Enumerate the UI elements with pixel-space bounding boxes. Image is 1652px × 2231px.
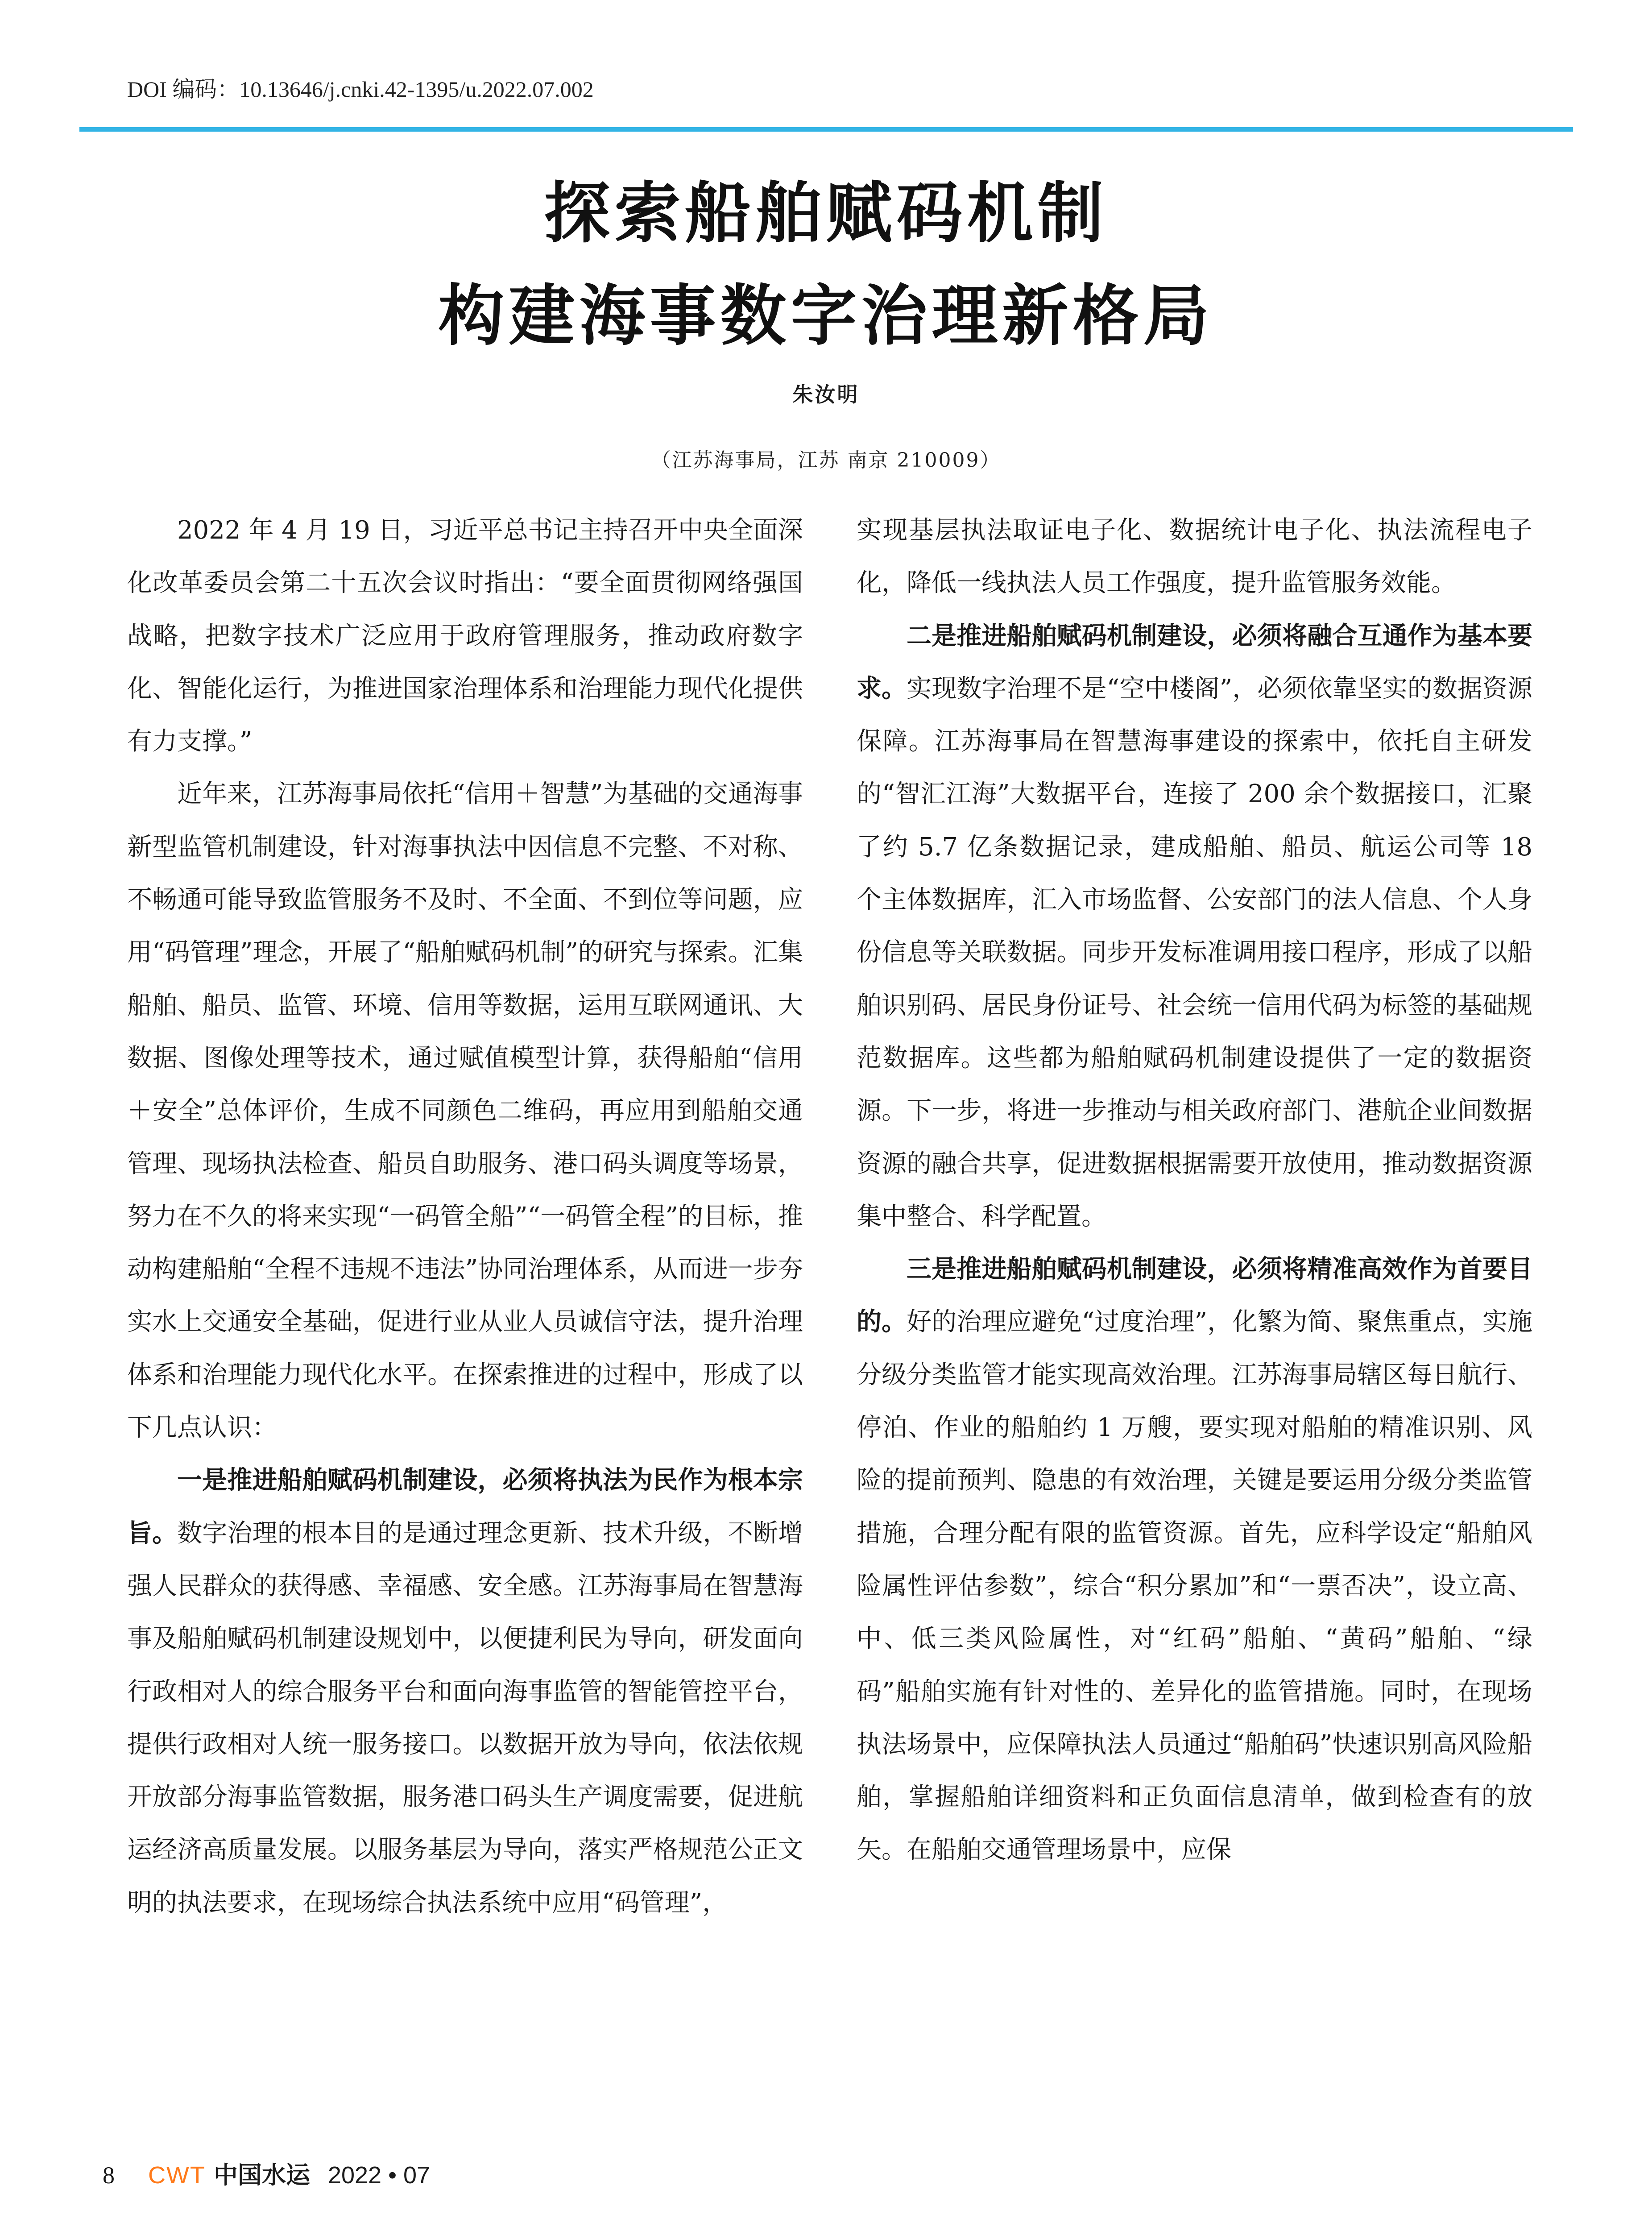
paragraph-background: 近年来，江苏海事局依托“信用＋智慧”为基础的交通海事新型监管机制建设，针对海事执法中因信息不完整、不对称、不畅通可能导致监管服务不及时、不全面、不到位等问题，应用“码管理”理念，开展了“船舶赋码机制”的研究与探索。汇集船舶、船员、监管、环境、信用等数据，运用互联网通讯、大数据、图像处理等技术，通过赋值模型计算，获得船舶“信用＋安全”总体评价，生成不同颜色二维码，再应用到船舶交通管理、现场执法检查、船员自助服务、港口码头调度等场景，努力在不久的将来实现“一码管全船”“一码管全程”的目标，推动构建船舶“全程不违规不违法”协同治理体系，从而进一步夯实水上交通安全基础，促进行业从业人员诚信守法，提升治理体系和治理能力现代化水平。在探索推进的过程中，形成了以下几点认识： [127,780,803,1443]
point-three-heading: 三是推进船舶赋码机制建设，必须将精准高效作为首要目的。 [857,1255,1532,1337]
author-affiliation: （江苏海事局，江苏 南京 210009） [651,449,1001,472]
body-column-right [857,504,1532,1877]
magazine-name: 中国水运 [213,2161,310,2189]
point-two-text: 实现数字治理不是“空中楼阁”，必须依靠坚实的数据资源保障。江苏海事局在智慧海事建设的探索中，依托自主研发的“智汇江海”大数据平台，连接了 200 余个数据接口，汇聚了约 5.7 亿条数据记录，建成船舶、船员、航运公司等 18 个主体数据库，汇入市场监督、公安部门的法人信息、个人身份信息等关联数据。同步开发标准调用接口程序，形成了以船舶识别码、居民身份证号、社会统一信用代码为标签的基础规范数据库。这些都为船舶赋码机制建设提供了一定的数据资源。下一步，将进一步推动与相关政府部门、港航企业间数据资源的融合共享，促进数据根据需要开放使用，推动数据资源集中整合、科学配置。 [857,674,1533,1231]
doi-code: DOI 编码：10.13646/j.cnki.42-1395/u.2022.07.002 [127,77,594,102]
point-three-text: 好的治理应避免“过度治理”，化繁为简、聚焦重点，实施分级分类监管才能实现高效治理。江苏海事局辖区每日航行、停泊、作业的船舶约 1 万艘，要实现对船舶的精准识别、风险的提前预判、隐患的有效治理，关键是要运用分级分类监管措施，合理分配有限的监管资源。首先，应科学设定“船舶风险属性评估参数”，综合“积分累加”和“一票否决”，设立高、中、低三类风险属性，对“红码”船舶、“黄码”船舶、“绿码”船舶实施有针对性的、差异化的监管措施。同时，在现场执法场景中，应保障执法人员通过“船舶码”快速识别高风险船舶，掌握船舶详细资料和正负面信息清单，做到检查有的放矢。在船舶交通管理场景中，应保 [857,1307,1533,1865]
brand-logo: CWT [148,2162,206,2189]
page-number: 8 [103,2162,115,2189]
body-column-left [127,504,803,1929]
paragraph-intro: 2022 年 4 月 19 日，习近平总书记主持召开中央全面深化改革委员会第二十五次会议时指出：“要全面贯彻网络强国战略，把数字技术广泛应用于政府管理服务，推动政府数字化、智能化运行，为推进国家治理体系和治理能力现代化提供有力支撑。” [127,516,803,756]
point-two-heading: 二是推进船舶赋码机制建设，必须将融合互通作为基本要求。 [857,621,1532,703]
paragraph-point-two [857,610,1532,1244]
point-one-text: 数字治理的根本目的是通过理念更新、技术升级，不断增强人民群众的获得感、幸福感、安全感。江苏海事局在智慧海事及船舶赋码机制建设规划中，以便捷利民为导向，研发面向行政相对人的综合服务平台和面向海事监管的智能管控平台，提供行政相对人统一服务接口。以数据开放为导向，依法依规开放部分海事监管数据，服务港口码头生产调度需要，促进航运经济高质量发展。以服务基层为导向，落实严格规范公正文明的执法要求，在现场综合执法系统中应用“码管理”， [127,1518,803,1917]
paragraph-point-one-continued: 实现基层执法取证电子化、数据统计电子化、执法流程电子化，降低一线执法人员工作强度，提升监管服务效能。 [857,516,1532,598]
article-title-line1: 探索船舶赋码机制 [544,174,1108,252]
page-footer [103,2156,430,2190]
paragraph-point-one [127,1454,803,1929]
header-rule [79,127,1573,132]
author-name: 朱汝明 [792,382,860,406]
article-title-line2: 构建海事数字治理新格局 [438,277,1214,354]
issue-number: 2022 • 07 [327,2162,431,2189]
point-one-heading: 一是推进船舶赋码机制建设，必须将执法为民作为根本宗旨。 [127,1466,803,1548]
paragraph-point-three [857,1243,1532,1877]
